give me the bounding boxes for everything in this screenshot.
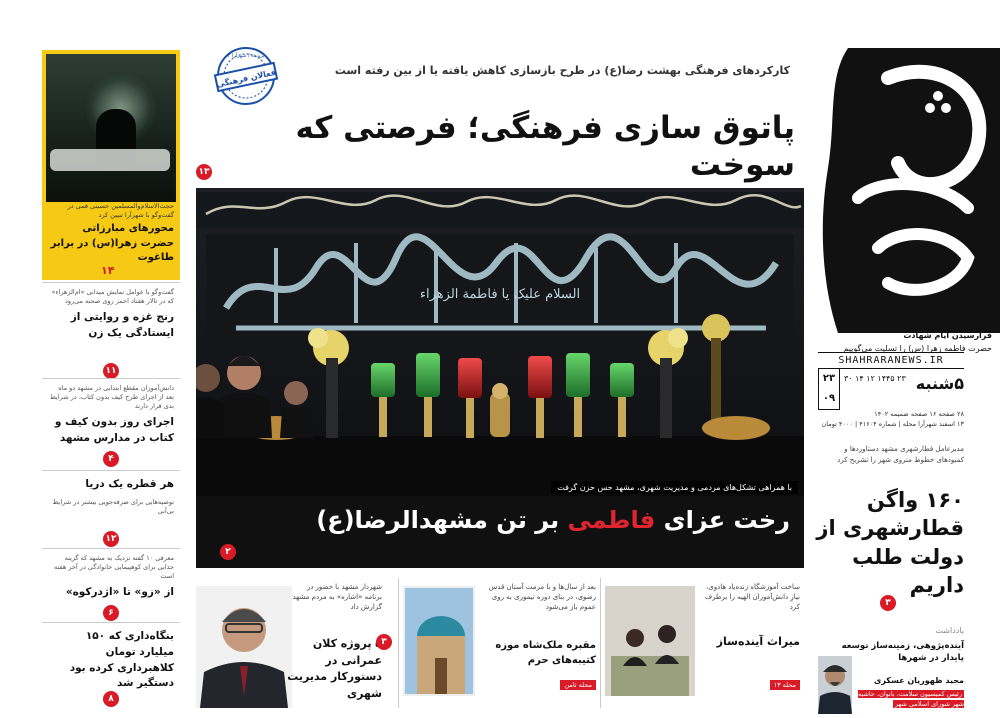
left-item-5[interactable] bbox=[42, 622, 180, 718]
left-item-title[interactable]: بنگاه‌داری که ۱۵۰ میلیارد تومان کلاهبرداری کرده بود دستگیر شد bbox=[69, 630, 174, 690]
logo-mark bbox=[818, 48, 1000, 333]
page-number-badge: ۱۱ bbox=[103, 363, 119, 379]
school-photo bbox=[605, 586, 695, 696]
teaser-caption: بعد از سال‌ها و با مرمت آستان قدس رضوی، در بنای دوره تیموری به روی عموم باز می‌شود bbox=[488, 583, 596, 612]
masthead-subcaption: حضرت فاطمه زهرا (س) را تسلیت می‌گوییم bbox=[843, 344, 992, 353]
main-subheadline: کارکردهای فرهنگی بهشت رضا(ع) در طرح بازسازی کاهش یافته یا از بین رفته است bbox=[334, 64, 790, 77]
promo-title[interactable]: محورهای مبارزاتی حضرت زهرا(س) در برابر طاغوت bbox=[50, 223, 174, 263]
mausoleum-photo bbox=[403, 586, 475, 696]
promo-image bbox=[46, 54, 176, 202]
left-item-caption: توصیه‌هایی برای صرفه‌جویی بیشتر در شرایط بی‌آبی bbox=[52, 497, 174, 515]
teaser-title[interactable]: مقبره ملک‌شاه موزه کتیبه‌های حرم bbox=[495, 640, 596, 666]
teaser-school[interactable] bbox=[600, 578, 804, 708]
author-photo bbox=[818, 656, 852, 714]
issue-number: ۲۳ ۰۹ bbox=[818, 368, 840, 410]
page-number-badge: ۶ bbox=[103, 605, 119, 621]
section-tag: محله ثامن bbox=[560, 680, 596, 690]
svg-text:السلام علیک یا فاطمة الزهراء: السلام علیک یا فاطمة الزهراء bbox=[419, 287, 581, 302]
page-number-badge: ۴ bbox=[103, 451, 119, 467]
price-line: ۱۳ اسفند شهرآرا محله | شماره ۴۱۶۰۴ | ۴۰۰۰ تومان bbox=[821, 420, 964, 428]
site-url[interactable]: SHAHRARANEWS.IR bbox=[818, 352, 964, 369]
left-column bbox=[42, 50, 180, 718]
lead-headline[interactable]: رخت عزای فاطمی بر تن مشهدالرضا(ع) bbox=[316, 506, 790, 534]
svg-text:۴ پرونده / شهرآرا: ۴ پرونده / شهرآرا bbox=[227, 53, 265, 59]
masthead-caption: فرارسیدن ایام شهادت bbox=[903, 331, 992, 340]
date-box bbox=[818, 368, 964, 410]
note-title[interactable]: آینده‌پژوهی، زمینه‌ساز توسعه پایدار در شهرها bbox=[841, 641, 964, 664]
page-number-badge: ۱۳ bbox=[196, 164, 212, 180]
right-news-lead: مدیرعامل قطارشهری مشهد دستاوردها و کمبودهای خطوط متروی شهر را تشریح کرد bbox=[837, 445, 964, 464]
teaser-title[interactable]: پروژه کلان عمرانی در دستورکار مدیریت شهری bbox=[287, 637, 382, 700]
page-number-badge: ۳ bbox=[880, 595, 896, 611]
date-numbers: ۳۰ ۱۴ ۱۲ ۱۴۴۵ ۲۳ bbox=[844, 374, 906, 383]
lead-photo[interactable] bbox=[196, 188, 804, 496]
teaser-mausoleum[interactable] bbox=[398, 578, 600, 708]
promo-box[interactable] bbox=[42, 50, 180, 280]
teaser-title[interactable]: میراث آینده‌ساز bbox=[716, 635, 800, 648]
date-line: ۲۸ صفحه ۱۶ صفحه ضمیمه ۱۴۰۲ bbox=[874, 410, 964, 418]
masthead bbox=[818, 48, 1000, 353]
weekday: ۵شنبه bbox=[915, 374, 964, 393]
left-item-1[interactable] bbox=[42, 282, 180, 380]
note-author: مجید ظهوریان عسکری bbox=[873, 676, 964, 685]
page-number-badge: ۱۲ bbox=[103, 531, 119, 547]
left-item-title[interactable]: رنج غزه و روایتی از ایستادگی یک زن bbox=[70, 311, 174, 339]
left-item-title[interactable]: هر قطره یک دریا bbox=[85, 478, 174, 490]
left-item-title[interactable]: از «زو» تا «اژدرکوه» bbox=[65, 586, 174, 599]
left-item-3[interactable] bbox=[42, 470, 180, 550]
left-item-4[interactable] bbox=[42, 548, 180, 623]
right-news-headline[interactable]: ۱۶۰ واگن قطارشهری از دولت طلب داریم bbox=[816, 488, 964, 598]
promo-page: ۱۴ bbox=[101, 264, 115, 277]
page-number-badge: ۳ bbox=[376, 634, 392, 650]
teaser-caption: ساخت آموزشگاه زنده‌یاد هادوی، نیازِ دانش‌آموزان الهیه را برطرف کرد bbox=[704, 583, 800, 612]
note-label: یادداشت bbox=[935, 626, 964, 635]
left-item-caption: معرفی ۱۰ گفته نزدیک به مشهد که گزینه جذابی برای کوهپیمایی خانوادگی در آخر هفته است bbox=[54, 554, 174, 581]
left-item-title[interactable]: اجرای روز بدون کیف و کتاب در مدارس مشهد bbox=[54, 416, 174, 445]
left-item-caption: دانش‌آموزان مقطع ابتدایی در مشهد دو ماه بعد از اجرای طرح کیف بدون کتاب، در شرایط بدی قرار دارند bbox=[49, 384, 174, 411]
left-item-caption: گفت‌وگو با عوامل نمایش میدانی «ام‌الزهراء» که در تالار هفتاد احمر روی صحنه می‌رود bbox=[51, 288, 174, 306]
promo-caption: حجت‌الاسلام‌والمسلمین حسینی قمی در گفت‌وگو با شهرآرا تبیین کرد bbox=[67, 202, 174, 219]
note-author-role: رئیس کمیسیون سلامت، بانوان، حاشیه شهر شورای اسلامی شهر bbox=[858, 690, 964, 708]
svg-text:فعالان فرهنگی: فعالان فرهنگی bbox=[215, 67, 277, 90]
section-tag: محله ۱۳ bbox=[770, 680, 800, 690]
left-item-2[interactable] bbox=[42, 378, 180, 470]
teaser-mayor[interactable] bbox=[196, 578, 398, 708]
mayor-photo bbox=[196, 586, 292, 708]
opinion-note[interactable] bbox=[818, 626, 964, 718]
photo-caption: با همراهی تشکل‌های مردمی و مدیریت شهری، مشهد حس حزن گرفت bbox=[551, 481, 798, 494]
teaser-caption: شهردار مشهد با حضور در برنامه «اشاره» به مردم مشهد گزارش داد bbox=[292, 583, 382, 612]
page-number-badge: ۲ bbox=[220, 544, 236, 560]
page-number-badge: ۸ bbox=[103, 691, 119, 707]
main-headline[interactable]: پاتوق سازی فرهنگی؛ فرصتی که سوخت bbox=[295, 110, 795, 184]
section-badge bbox=[212, 45, 280, 107]
lead-headline-band[interactable] bbox=[196, 496, 804, 568]
